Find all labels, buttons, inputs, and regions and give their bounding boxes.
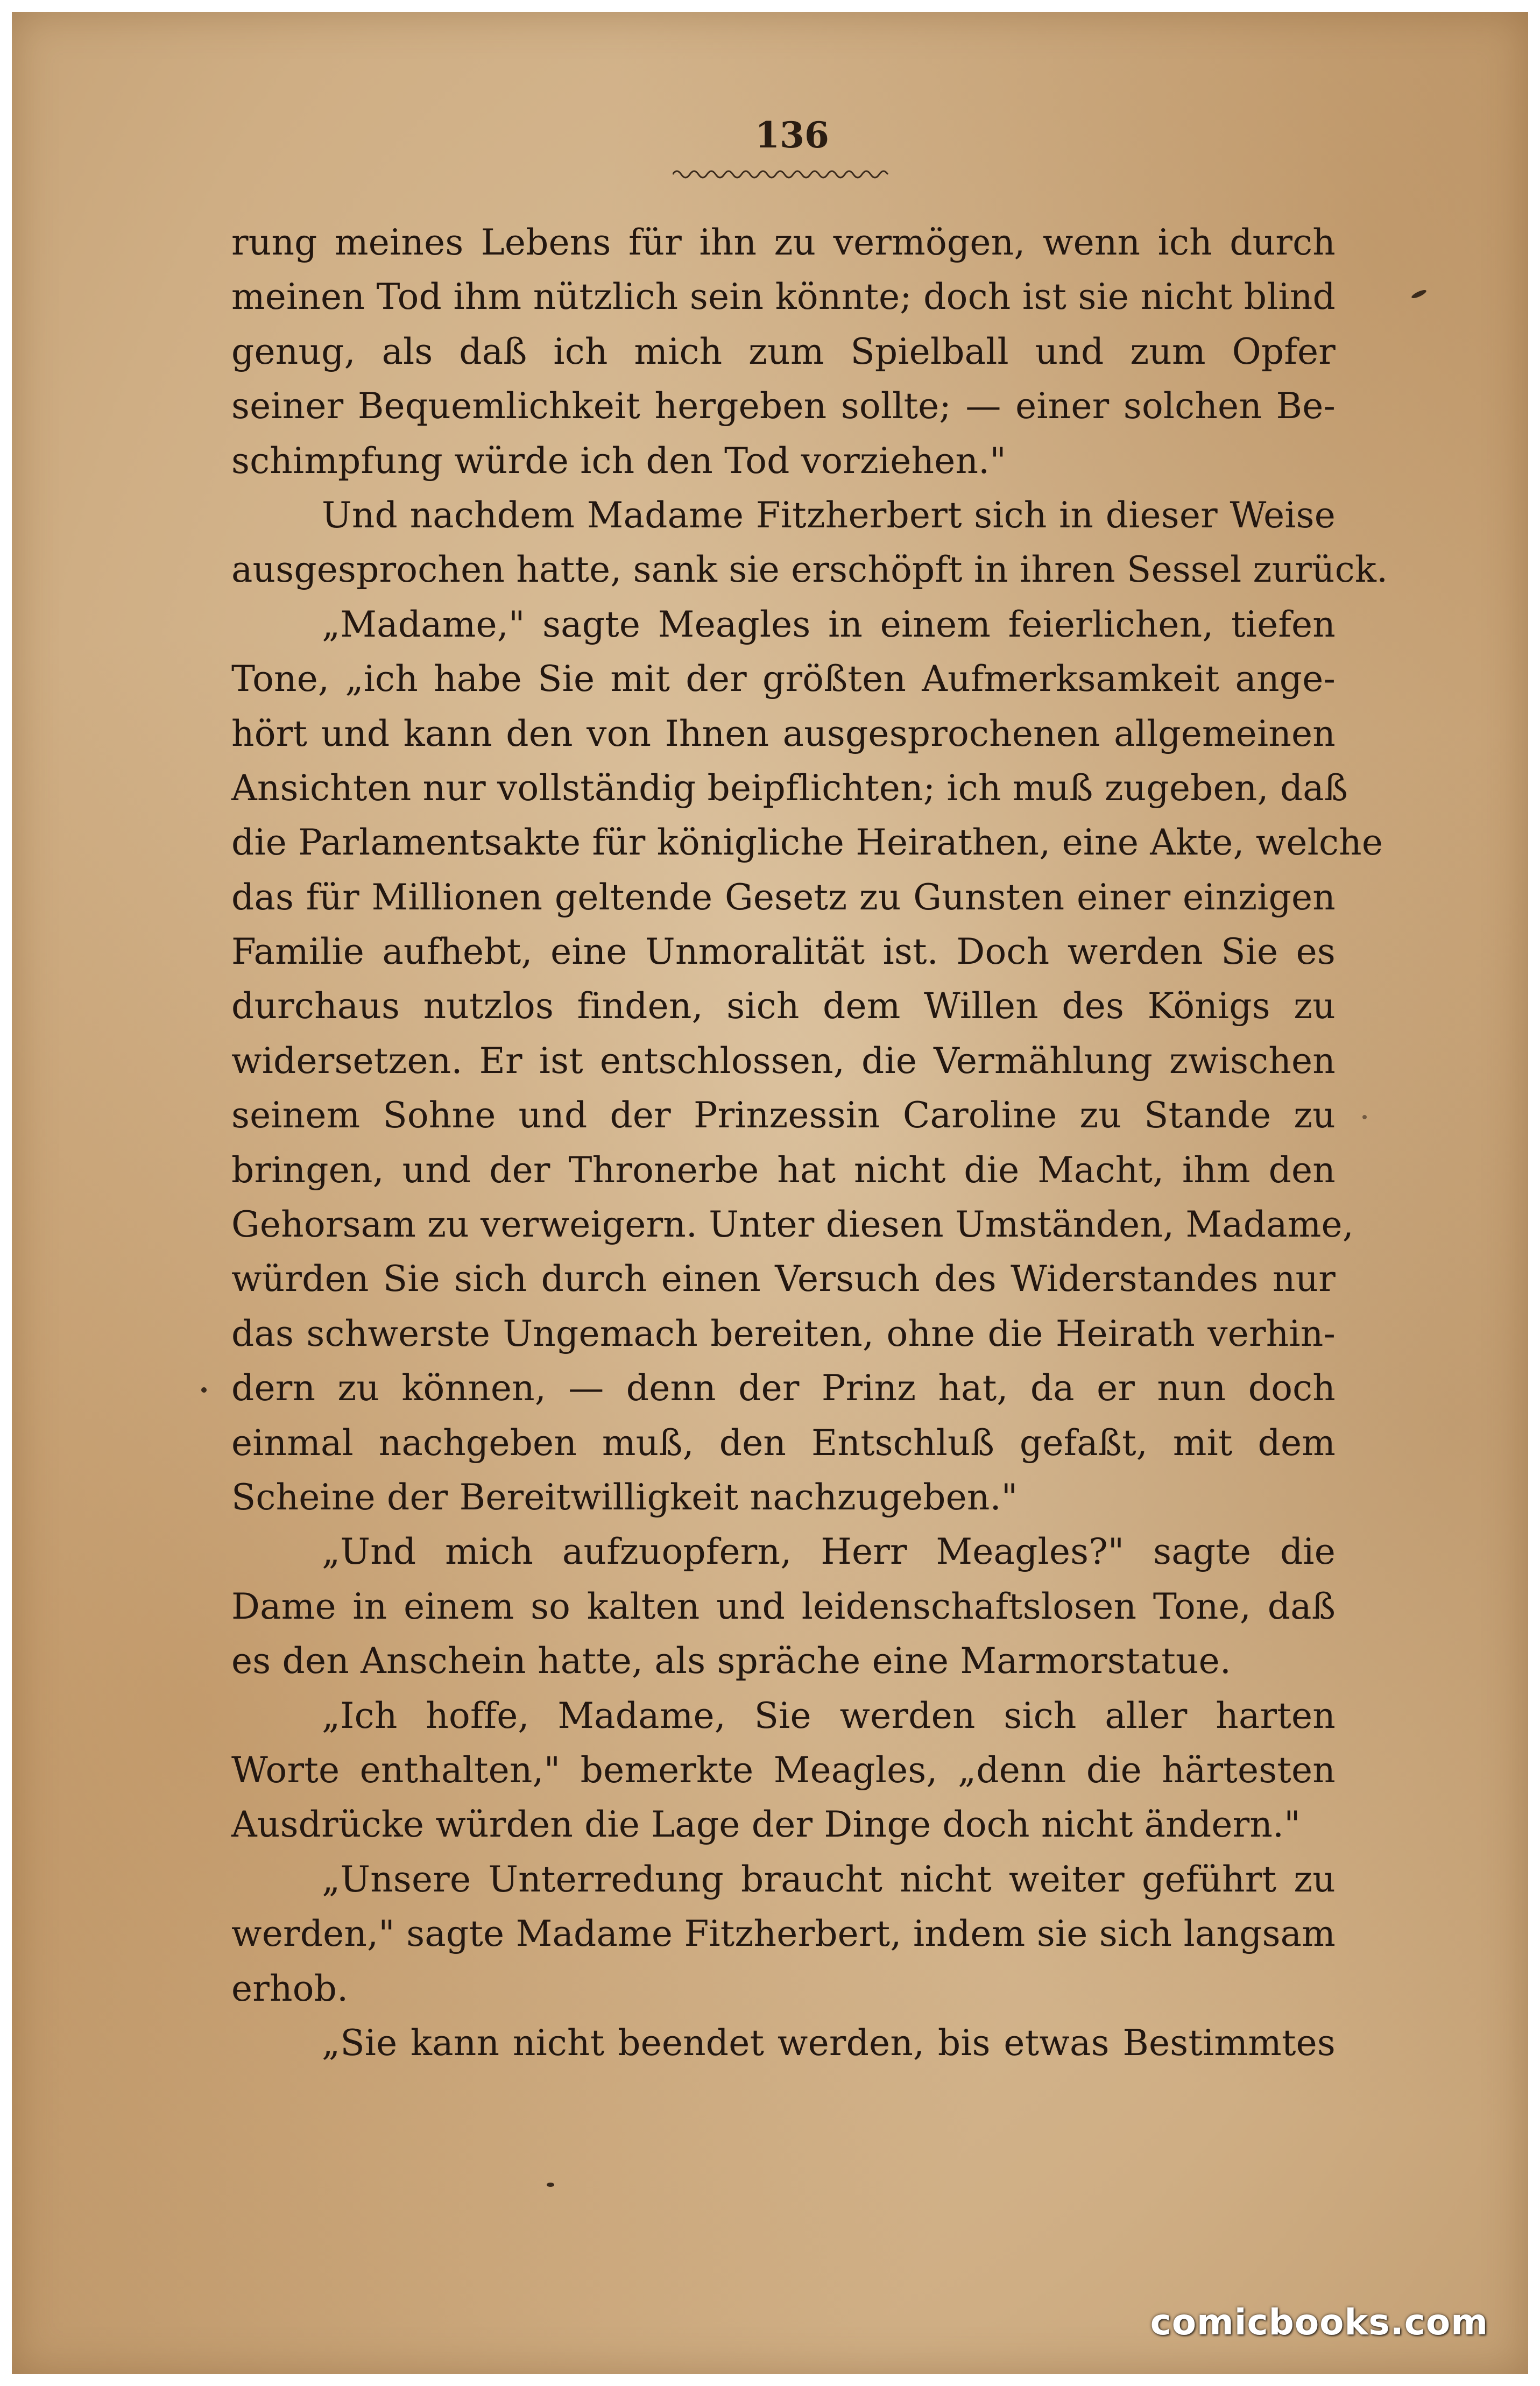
text-line: würden Sie sich durch einen Versuch des Widerstandes nur bbox=[231, 1258, 1336, 1300]
book-page bbox=[12, 12, 1528, 2374]
text-line: „Unsere Unterredung braucht nicht weiter geführt zu bbox=[322, 1858, 1336, 1900]
wavy-rule-ornament bbox=[673, 166, 893, 180]
text-line: Gehorsam zu verweigern. Unter diesen Umständen, Madame, bbox=[231, 1204, 1354, 1246]
text-line: schimpfung würde ich den Tod vorziehen." bbox=[231, 440, 1006, 482]
text-line: Und nachdem Madame Fitzherbert sich in dieser Weise bbox=[322, 494, 1336, 536]
text-line: bringen, und der Thronerbe hat nicht die Macht, ihm den bbox=[231, 1149, 1336, 1191]
text-line: Familie aufhebt, eine Unmoralität ist. Doch werden Sie es bbox=[231, 931, 1336, 973]
ink-speck bbox=[201, 1387, 207, 1393]
text-line: „Sie kann nicht beendet werden, bis etwas Bestimmtes bbox=[322, 2022, 1336, 2064]
text-line: „Ich hoffe, Madame, Sie werden sich aller harten bbox=[322, 1695, 1336, 1736]
text-line: ausgesprochen hatte, sank sie erschöpft in ihren Sessel zurück. bbox=[231, 549, 1388, 591]
text-line: Worte enthalten," bemerkte Meagles, „denn die härtesten bbox=[231, 1749, 1336, 1791]
text-line: Scheine der Bereitwilligkeit nachzugeben." bbox=[231, 1476, 1018, 1518]
text-line: „Und mich aufzuopfern, Herr Meagles?" sagte die bbox=[322, 1531, 1336, 1573]
body-text bbox=[231, 215, 1388, 2131]
text-line: das schwerste Ungemach bereiten, ohne die Heirath verhin- bbox=[231, 1312, 1336, 1354]
text-line: rung meines Lebens für ihn zu vermögen, wenn ich durch bbox=[231, 222, 1336, 263]
text-line: es den Anschein hatte, als spräche eine Marmorstatue. bbox=[231, 1640, 1232, 1682]
text-line: Dame in einem so kalten und leidenschaftslosen Tone, daß bbox=[231, 1585, 1336, 1627]
text-line: Tone, „ich habe Sie mit der größten Aufmerksamkeit ange- bbox=[231, 658, 1336, 700]
text-line: Ausdrücke würden die Lage der Dinge doch nicht ändern." bbox=[231, 1804, 1301, 1846]
text-line: „Madame," sagte Meagles in einem feierlichen, tiefen bbox=[322, 603, 1336, 645]
ink-speck bbox=[547, 2183, 554, 2187]
text-line: widersetzen. Er ist entschlossen, die Vermählung zwischen bbox=[231, 1040, 1336, 1082]
text-line: hört und kann den von Ihnen ausgesprochenen allgemeinen bbox=[231, 712, 1336, 754]
text-line: genug, als daß ich mich zum Spielball und zum Opfer bbox=[231, 330, 1336, 372]
text-line: die Parlamentsakte für königliche Heirathen, eine Akte, welche bbox=[231, 822, 1383, 864]
text-line: einmal nachgeben muß, den Entschluß gefaßt, mit dem bbox=[231, 1422, 1336, 1464]
text-line: dern zu können, — denn der Prinz hat, da er nun doch bbox=[231, 1367, 1336, 1409]
text-line: meinen Tod ihm nützlich sein könnte; doch ist sie nicht blind bbox=[231, 276, 1336, 318]
ink-speck bbox=[1362, 1115, 1367, 1119]
ink-speck bbox=[1411, 288, 1428, 300]
text-line: seinem Sohne und der Prinzessin Caroline zu Stande zu bbox=[231, 1095, 1336, 1136]
text-line: Ansichten nur vollständig beipflichten; ich muß zugeben, daß bbox=[231, 767, 1348, 809]
watermark: comicbooks.com bbox=[1150, 2302, 1488, 2343]
text-line: werden," sagte Madame Fitzherbert, indem sie sich langsam bbox=[231, 1913, 1336, 1955]
text-line: erhob. bbox=[231, 1967, 349, 2009]
text-line: durchaus nutzlos finden, sich dem Willen des Königs zu bbox=[231, 985, 1336, 1027]
text-line: das für Millionen geltende Gesetz zu Gunsten einer einzigen bbox=[231, 876, 1336, 918]
text-line: seiner Bequemlichkeit hergeben sollte; — einer solchen Be- bbox=[231, 385, 1336, 427]
page-number: 136 bbox=[755, 114, 829, 156]
